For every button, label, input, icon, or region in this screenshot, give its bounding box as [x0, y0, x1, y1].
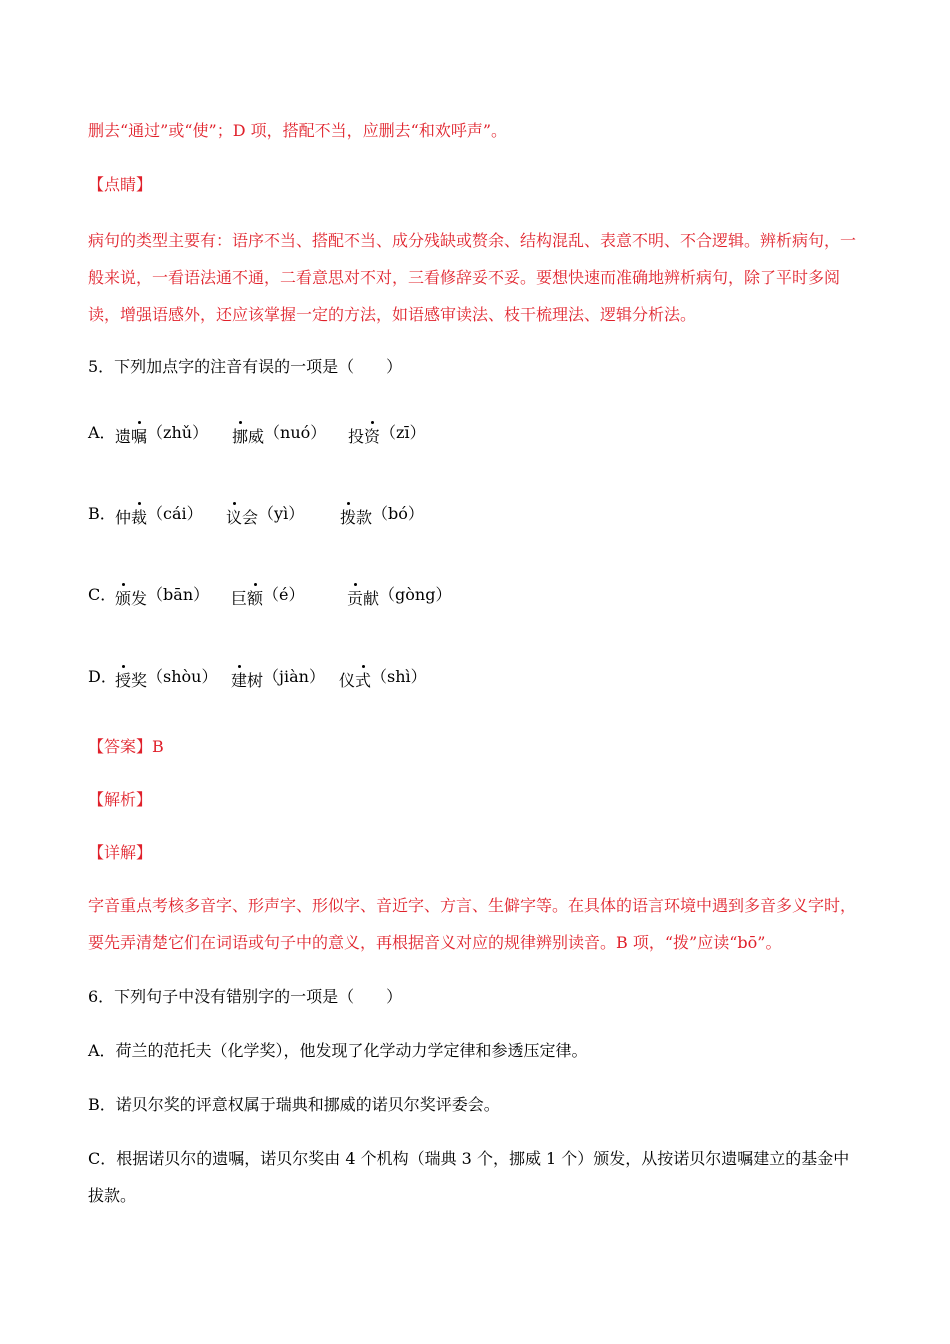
q5-option-c-item-3: 贡献（gòng）	[347, 585, 452, 608]
q5-option-a-item-2: 挪威（nuó）	[232, 423, 327, 446]
q5-stem: 5．下列加点字的注音有误的一项是（ ）	[88, 357, 403, 376]
continuation-text: 删去“通过”或“使”；D 项，搭配不当，应删去“和欢呼声”。	[88, 121, 507, 140]
q5-option-d-item-1: 授奖（shòu）	[115, 667, 218, 690]
q5-option-a-item-3: 投资（zī）	[348, 423, 426, 446]
dianjing-label: 【点睛】	[88, 175, 153, 194]
q5-option-d-item-3: 仪式（shì）	[339, 667, 427, 690]
xiangjie-label: 【详解】	[88, 843, 153, 862]
q5-option-a-item-1: 遗嘱（zhǔ）	[115, 423, 209, 446]
answer-label: 【答案】	[88, 737, 153, 756]
q5-option-a-letter: A．	[88, 423, 116, 442]
xiangjie-text: 字音重点考核多音字、形声字、形似字、音近字、方言、生僻字等。在具体的语言环境中遇到多音多义字时，要先弄清楚它们在词语或句子中的意义，再根据音义对应的规律辨别读音。B 项，“拨”应读“bō”。	[88, 896, 857, 952]
q6-option-c: C．根据诺贝尔的遗嘱，诺贝尔奖由 4 个机构（瑞典 3 个，挪威 1 个）颁发，从按诺贝尔遗嘱建立的基金中拔款。	[88, 1149, 850, 1205]
q5-option-c-item-2: 巨额（é）	[231, 585, 305, 608]
q6-option-b: B．诺贝尔奖的评意权属于瑞典和挪威的诺贝尔奖评委会。	[88, 1095, 500, 1114]
q5-option-d-letter: D．	[88, 667, 117, 686]
q5-option-b-item-1: 仲裁（cái）	[115, 504, 203, 527]
answer-line	[88, 737, 164, 757]
q5-option-c-item-1: 颁发（bān）	[115, 585, 210, 608]
q6-stem: 6．下列句子中没有错别字的一项是（ ）	[88, 987, 403, 1006]
q5-option-b-item-3: 拨款（bó）	[340, 504, 424, 527]
q5-option-d-item-2: 建树（jiàn）	[231, 667, 325, 690]
answer-value: B	[152, 737, 164, 756]
q5-option-c-letter: C．	[88, 585, 117, 604]
q5-option-b-item-2: 议会（yì）	[226, 504, 305, 527]
dianjing-text: 病句的类型主要有：语序不当、搭配不当、成分残缺或赘余、结构混乱、表意不明、不合逻辑。辨析病句，一般来说，一看语法通不通，二看意思对不对，三看修辞妥不妥。要想快速而准确地辨析病句，除了平时多阅读，增强语感外，还应该掌握一定的方法，如语感审读法、枝干梳理法、逻辑分析法。	[88, 231, 857, 324]
q6-option-a: A．荷兰的范托夫（化学奖），他发现了化学动力学定律和参透压定律。	[88, 1041, 588, 1060]
q5-option-b-letter: B．	[88, 504, 116, 523]
jiexi-label: 【解析】	[88, 790, 153, 809]
